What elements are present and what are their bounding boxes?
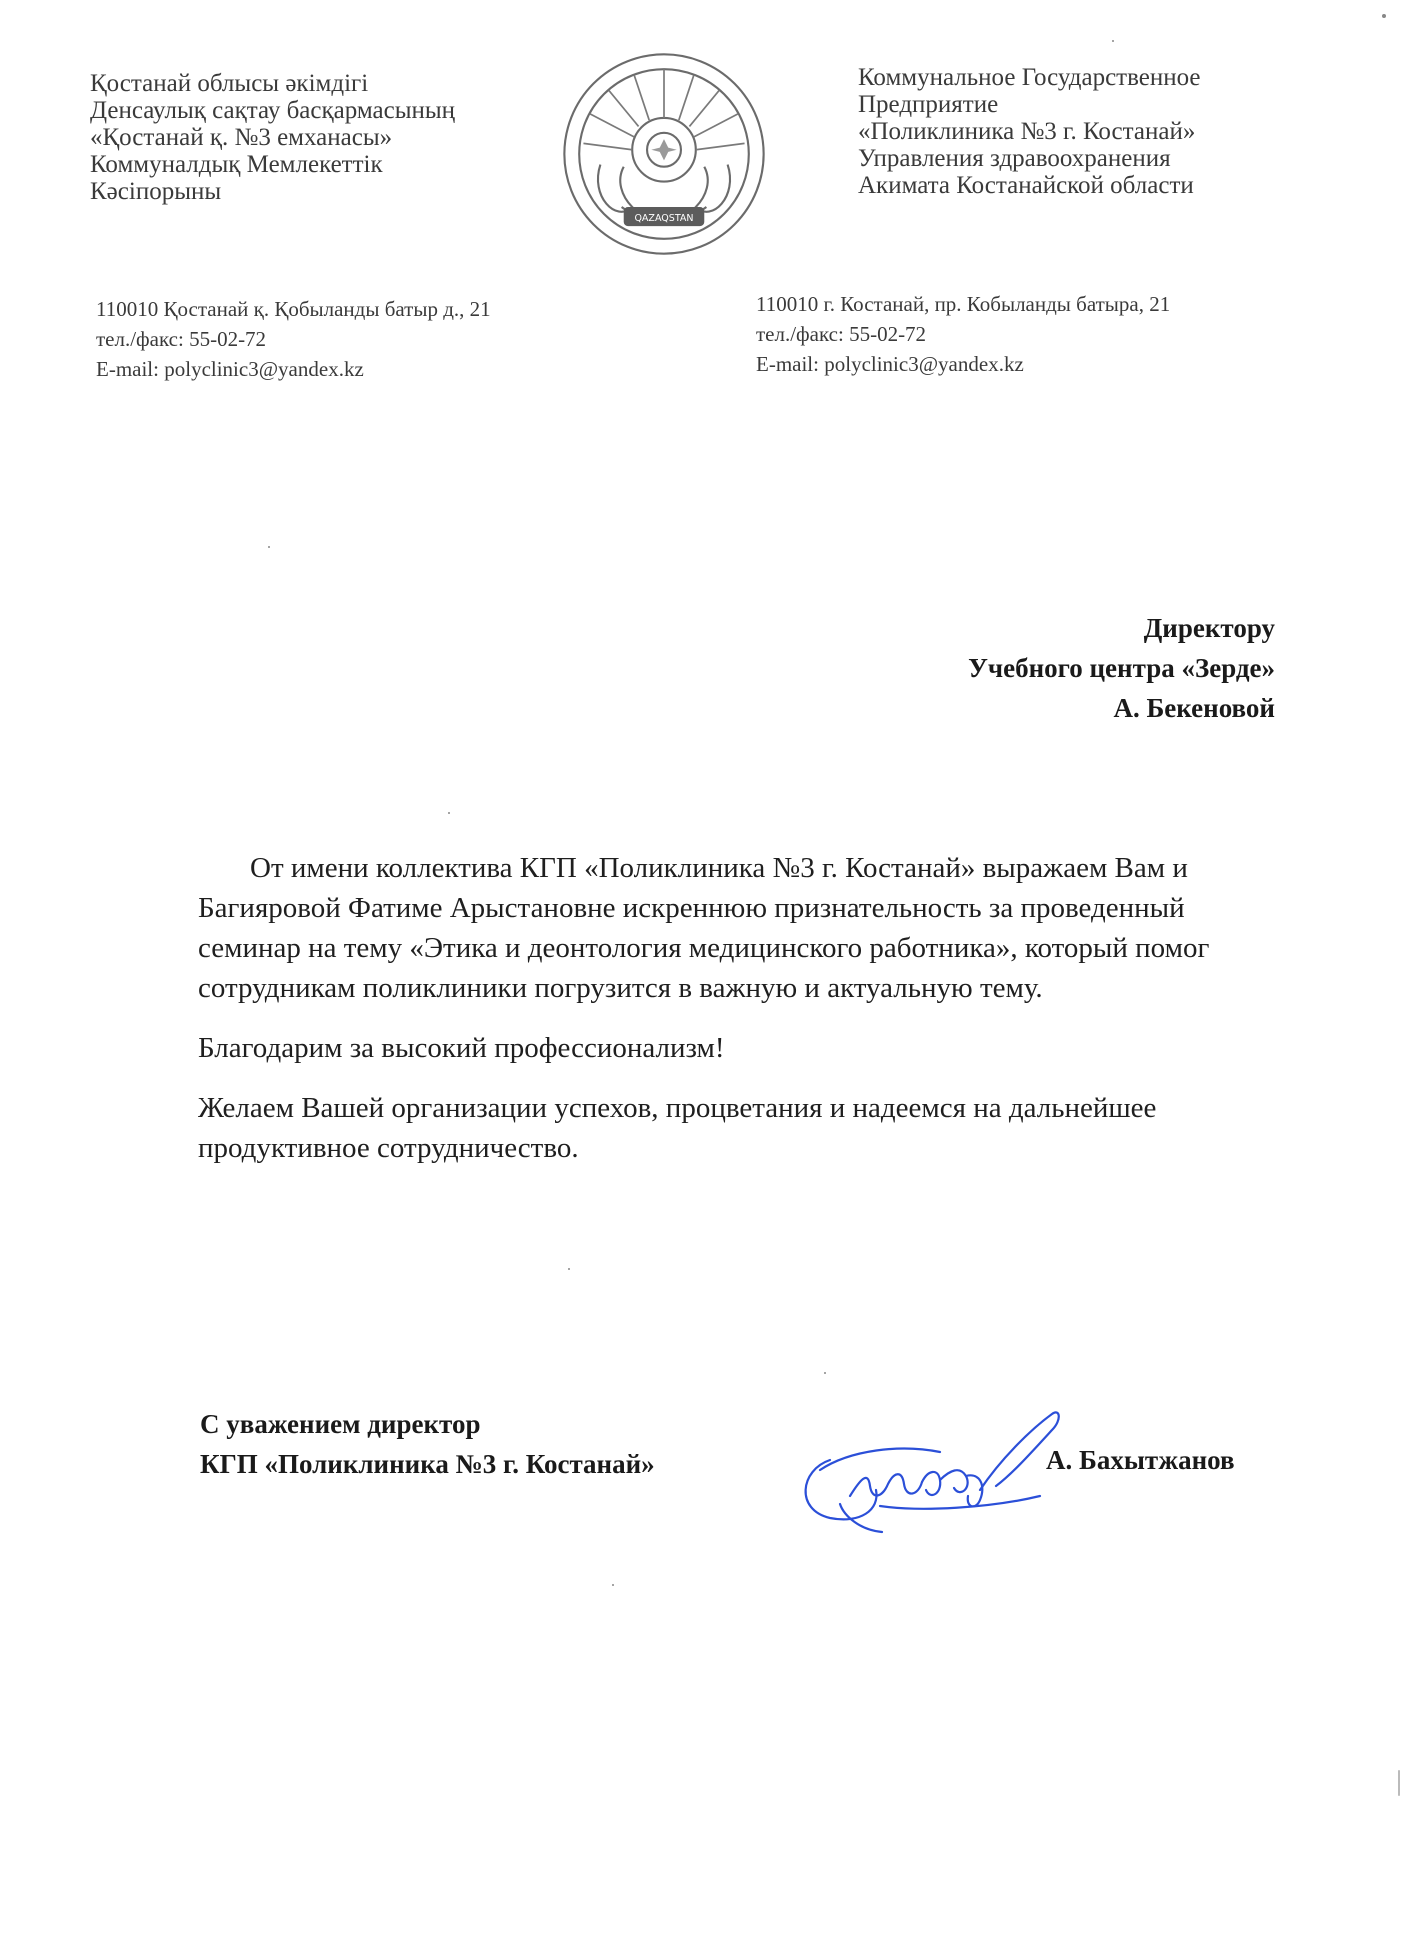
addressee-block <box>968 608 1275 728</box>
letter-body <box>198 848 1278 1188</box>
scan-mark <box>1398 1770 1400 1796</box>
closing-block <box>200 1404 655 1484</box>
header-kazakh-line: Денсаулық сақтау басқармасының <box>90 97 456 124</box>
header-kazakh-line: Кәсіпорыны <box>90 178 222 205</box>
header-russian-line: Акимата Костанайской области <box>858 172 1194 199</box>
body-paragraph: Желаем Вашей организации успехов, процветания и надеемся на дальнейшее продуктивное сотрудничество. <box>198 1092 1157 1164</box>
header-kazakh-line: Коммуналдық Мемлекеттік <box>90 151 383 178</box>
scan-speck <box>268 546 270 548</box>
header-russian-block <box>858 64 1201 199</box>
kazakhstan-coat-of-arms-icon <box>558 48 770 260</box>
signer-name: А. Бахытжанов <box>1046 1445 1235 1475</box>
scan-speck <box>824 1372 826 1374</box>
body-paragraph: От имени коллектива КГП «Поликлиника №3 г. Костанай» выражаем Вам и Багияровой Фатиме Арыстановне искреннюю признательность за проведенный семинар на тему «Этика и деонтология медицинского работника», который помог сотрудникам поликлиники погрузится в важную и актуальную тему. <box>198 852 1210 1004</box>
address-kazakh: 110010 Қостанай қ. Қобыланды батыр д., 21 <box>96 297 491 321</box>
closing-salutation: С уважением директор <box>200 1409 481 1439</box>
scan-speck <box>1112 40 1114 42</box>
handwritten-signature <box>790 1400 1070 1540</box>
scan-speck <box>448 812 450 814</box>
header-russian-line: Управления здравоохранения <box>858 145 1171 172</box>
header-russian-line: Коммунальное Государственное <box>858 64 1201 91</box>
scan-speck <box>612 1584 614 1586</box>
addressee-position: Директору <box>1143 613 1275 643</box>
header-kazakh-line: «Қостанай қ. №3 емханасы» <box>90 124 393 151</box>
header-russian-line: «Поликлиника №3 г. Костанай» <box>858 118 1196 145</box>
phone-russian: тел./факс: 55-02-72 <box>756 322 927 346</box>
emblem-caption: QAZAQSTAN <box>634 212 694 224</box>
header-kazakh-line: Қостанай облысы әкімдігі <box>90 70 369 97</box>
header-russian-line: Предприятие <box>858 91 999 118</box>
address-russian: 110010 г. Костанай, пр. Кобыланды батыра, 21 <box>756 292 1171 316</box>
scan-speck <box>1382 14 1386 18</box>
scan-speck <box>568 1268 570 1270</box>
email-kazakh: E-mail: polyclinic3@yandex.kz <box>96 357 364 381</box>
addressee-name: А. Бекеновой <box>1113 693 1275 723</box>
contact-kazakh-block <box>96 294 491 384</box>
phone-kazakh: тел./факс: 55-02-72 <box>96 327 267 351</box>
contact-russian-block <box>756 289 1170 379</box>
body-paragraph: Благодарим за высокий профессионализм! <box>198 1032 725 1064</box>
addressee-organization: Учебного центра «Зерде» <box>968 653 1275 683</box>
closing-organization: КГП «Поликлиника №3 г. Костанай» <box>200 1449 655 1479</box>
email-russian: E-mail: polyclinic3@yandex.kz <box>756 352 1024 376</box>
header-kazakh-block <box>90 70 455 205</box>
